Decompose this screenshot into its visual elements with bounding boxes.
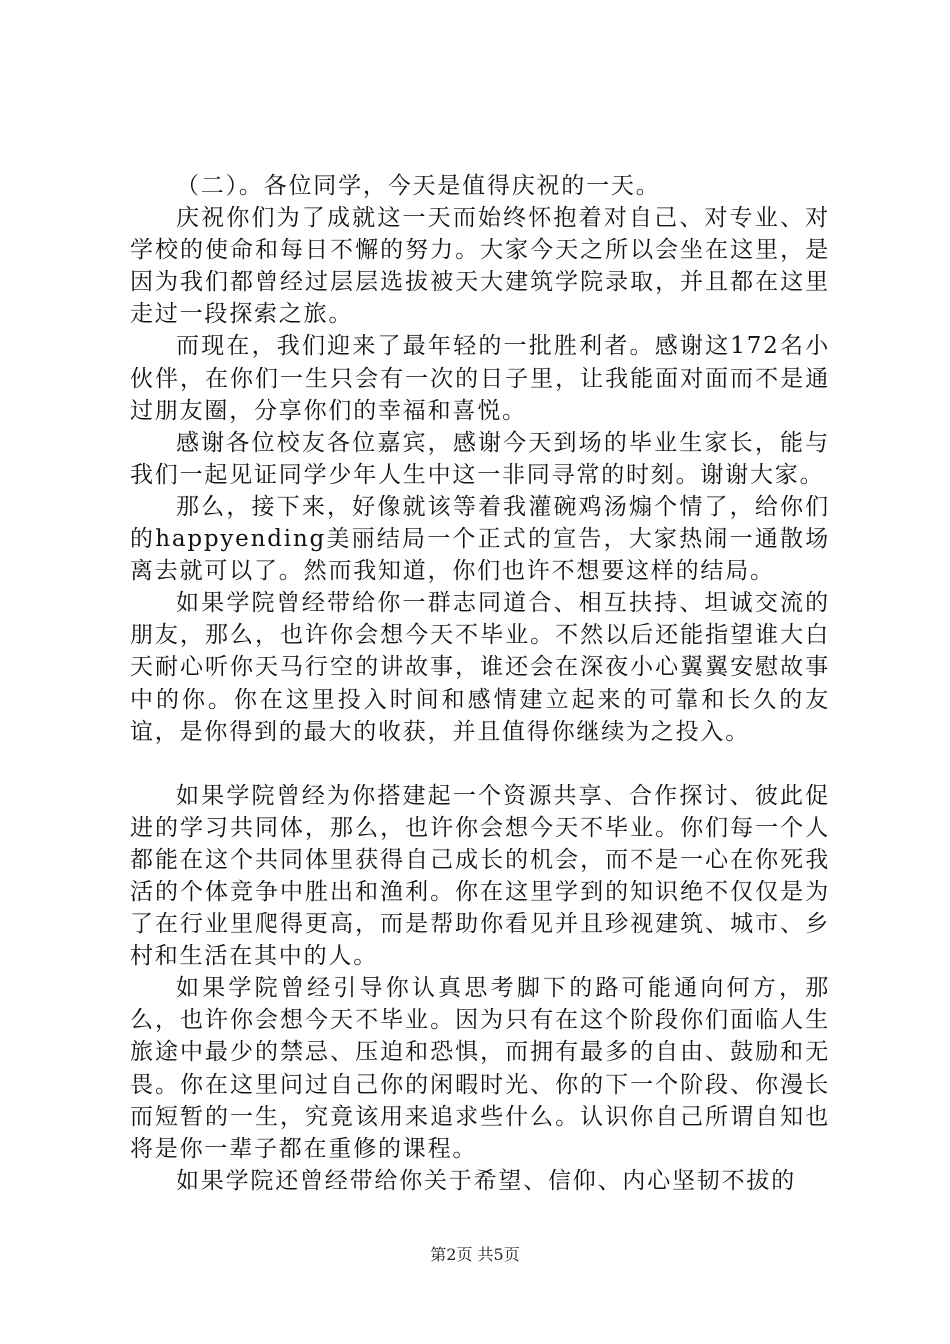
document-body (130, 170, 830, 1197)
paragraph-4: 感谢各位校友各位嘉宾，感谢今天到场的毕业生家长，能与我们一起见证同学少年人生中这一非同寻常的时刻。谢谢大家。 (130, 429, 830, 488)
paragraph-7: 如果学院曾经为你搭建起一个资源共享、合作探讨、彼此促进的学习共同体，那么，也许你会想今天不毕业。你们每一个人都能在这个共同体里获得自己成长的机会，而不是一心在你死我活的个体竞争中胜出和渔利。你在这里学到的知识绝不仅仅是为了在行业里爬得更高，而是帮助你看见并且珍视建筑、城市、乡村和生活在其中的人。 (130, 782, 830, 970)
paragraph-1: （二）。各位同学，今天是值得庆祝的一天。 (176, 173, 661, 199)
paragraph-2: 庆祝你们为了成就这一天而始终怀抱着对自己、对专业、对学校的使命和每日不懈的努力。大家今天之所以会坐在这里，是因为我们都曾经过层层选拔被天大建筑学院录取，并且都在这里走过一段探索之旅。 (130, 205, 830, 328)
page-footer: 第2页 共5页 (430, 1245, 520, 1264)
paragraph-3: 而现在，我们迎来了最年轻的一批胜利者。感谢这172名小伙伴，在你们一生只会有一次的日子里，让我能面对面而不是通过朋友圈，分享你们的幸福和喜悦。 (130, 333, 830, 424)
paragraph-5: 那么，接下来，好像就该等着我灌碗鸡汤煽个情了，给你们的happyending美丽结局一个正式的宣告，大家热闹一通散场离去就可以了。然而我知道，你们也许不想要这样的结局。 (130, 493, 830, 585)
paragraph-9: 如果学院还曾经带给你关于希望、信仰、内心坚韧不拔的 (176, 1167, 796, 1194)
paragraph-8: 如果学院曾经引导你认真思考脚下的路可能通向何方，那么，也许你会想今天不毕业。因为只有在这个阶段你们面临人生旅途中最少的禁忌、压迫和恐惧，而拥有最多的自由、鼓励和无畏。你在这里问过自己你的闲暇时光、你的下一个阶段、你漫长而短暂的一生，究竟该用来追求些什么。认识你自己所谓自知也将是你一辈子都在重修的课程。 (130, 975, 830, 1162)
paragraph-6: 如果学院曾经带给你一群志同道合、相互扶持、坦诚交流的朋友，那么，也许你会想今天不毕业。不然以后还能指望谁大白天耐心听你天马行空的讲故事，谁还会在深夜小心翼翼安慰故事中的你。你在这里投入时间和感情建立起来的可靠和长久的友谊，是你得到的最大的收获，并且值得你继续为之投入。 (130, 590, 830, 745)
